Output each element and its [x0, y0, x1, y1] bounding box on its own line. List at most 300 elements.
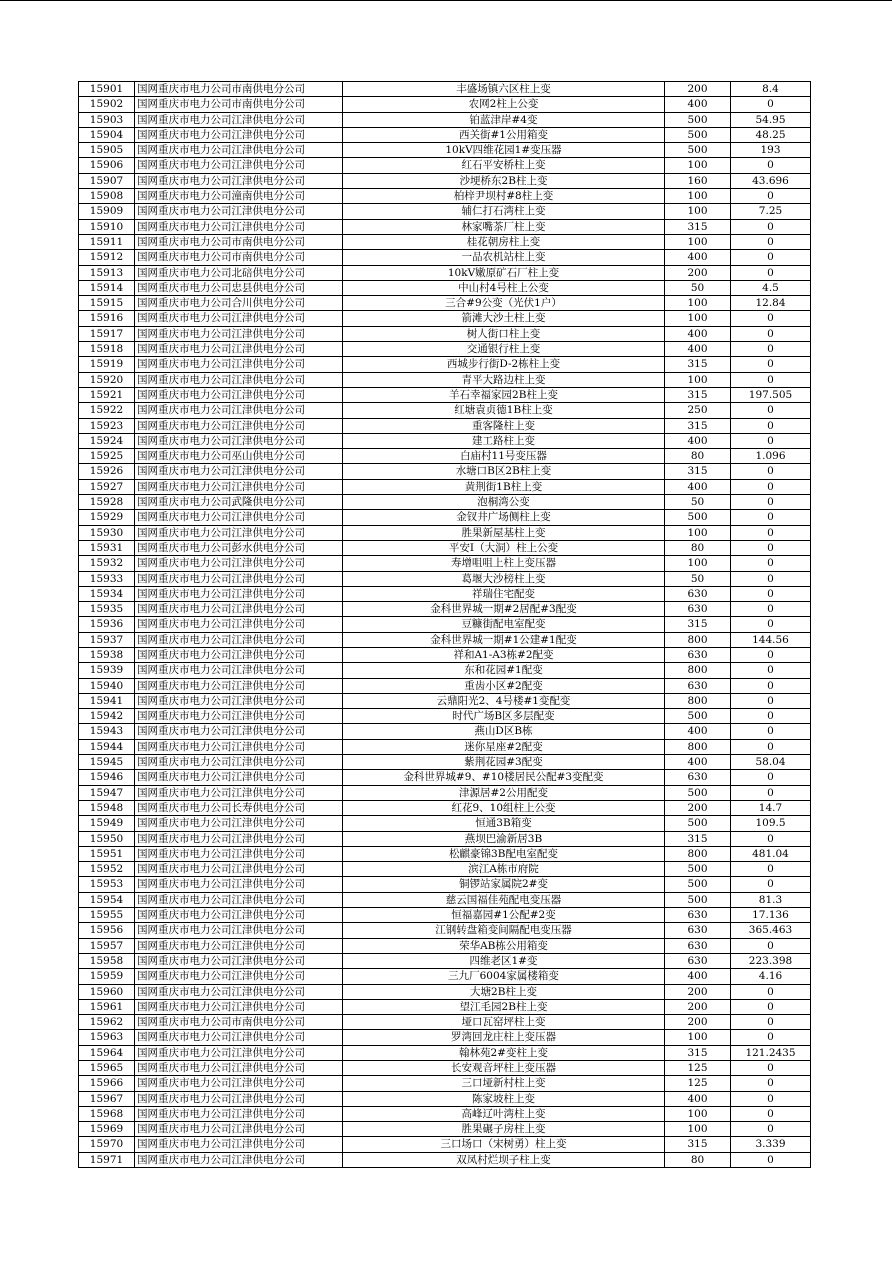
company-cell: 国网重庆市电力公司江津供电分公司: [135, 387, 343, 402]
table-row: [79, 449, 811, 464]
value-cell: 48.25: [731, 127, 811, 142]
transformer-name-cell: 西城步行街D-2栋柱上变: [343, 357, 665, 372]
company-cell: 国网重庆市电力公司江津供电分公司: [135, 342, 343, 357]
value-cell: 17.136: [731, 908, 811, 923]
value-cell: 197.505: [731, 387, 811, 402]
capacity-cell: 200: [665, 800, 731, 815]
row-number-cell: 15958: [79, 953, 135, 968]
capacity-cell: 630: [665, 770, 731, 785]
value-cell: 0: [731, 602, 811, 617]
table-row: [79, 816, 811, 831]
table-row: [79, 296, 811, 311]
table-row: [79, 969, 811, 984]
capacity-cell: 630: [665, 953, 731, 968]
row-number-cell: 15922: [79, 403, 135, 418]
company-cell: 国网重庆市电力公司江津供电分公司: [135, 693, 343, 708]
row-number-cell: 15966: [79, 1076, 135, 1091]
row-number-cell: 15940: [79, 678, 135, 693]
row-number-cell: 15929: [79, 510, 135, 525]
transformer-name-cell: 松麒豪锦3B配电室配变: [343, 846, 665, 861]
capacity-cell: 400: [665, 97, 731, 112]
table-row: [79, 908, 811, 923]
value-cell: 0: [731, 418, 811, 433]
company-cell: 国网重庆市电力公司江津供电分公司: [135, 479, 343, 494]
value-cell: 0: [731, 663, 811, 678]
company-cell: 国网重庆市电力公司江津供电分公司: [135, 1030, 343, 1045]
value-cell: 81.3: [731, 892, 811, 907]
value-cell: 3.339: [731, 1137, 811, 1152]
capacity-cell: 315: [665, 464, 731, 479]
value-cell: 0: [731, 724, 811, 739]
table-row: [79, 326, 811, 341]
value-cell: 0: [731, 770, 811, 785]
value-cell: 0: [731, 831, 811, 846]
company-cell: 国网重庆市电力公司江津供电分公司: [135, 418, 343, 433]
transformer-name-cell: 高峰辽叶湾柱上变: [343, 1106, 665, 1121]
transformer-name-cell: 一品农机站柱上变: [343, 250, 665, 265]
row-number-cell: 15939: [79, 663, 135, 678]
table-row: [79, 892, 811, 907]
capacity-cell: 500: [665, 709, 731, 724]
table-row: [79, 280, 811, 295]
capacity-cell: 500: [665, 816, 731, 831]
row-number-cell: 15967: [79, 1091, 135, 1106]
capacity-cell: 400: [665, 479, 731, 494]
table-row: [79, 938, 811, 953]
table-row: [79, 923, 811, 938]
value-cell: 8.4: [731, 82, 811, 97]
value-cell: 12.84: [731, 296, 811, 311]
row-number-cell: 15941: [79, 693, 135, 708]
transformer-name-cell: 望江毛园2B柱上变: [343, 999, 665, 1014]
company-cell: 国网重庆市电力公司江津供电分公司: [135, 464, 343, 479]
capacity-cell: 100: [665, 311, 731, 326]
company-cell: 国网重庆市电力公司江津供电分公司: [135, 969, 343, 984]
transformer-name-cell: 柏梓尹坝村#8柱上变: [343, 189, 665, 204]
transformer-name-cell: 葛堰大沙榜柱上变: [343, 571, 665, 586]
company-cell: 国网重庆市电力公司巫山供电分公司: [135, 449, 343, 464]
capacity-cell: 200: [665, 999, 731, 1014]
transformer-name-cell: 四维老区1#变: [343, 953, 665, 968]
value-cell: 1.096: [731, 449, 811, 464]
value-cell: 0: [731, 1015, 811, 1030]
table-row: [79, 1137, 811, 1152]
company-cell: 国网重庆市电力公司江津供电分公司: [135, 433, 343, 448]
row-number-cell: 15917: [79, 326, 135, 341]
capacity-cell: 500: [665, 143, 731, 158]
company-cell: 国网重庆市电力公司市南供电分公司: [135, 1015, 343, 1030]
row-number-cell: 15961: [79, 999, 135, 1014]
company-cell: 国网重庆市电力公司忠县供电分公司: [135, 280, 343, 295]
value-cell: 0: [731, 1152, 811, 1167]
transformer-name-cell: 桂花朝房柱上变: [343, 234, 665, 249]
transformer-name-cell: 三口垭新村柱上变: [343, 1076, 665, 1091]
row-number-cell: 15944: [79, 739, 135, 754]
row-number-cell: 15965: [79, 1061, 135, 1076]
transformer-name-cell: 铂蓝津岸#4变: [343, 112, 665, 127]
table-row: [79, 739, 811, 754]
table-row: [79, 510, 811, 525]
capacity-cell: 630: [665, 908, 731, 923]
transformer-name-cell: 树人街口柱上变: [343, 326, 665, 341]
table-row: [79, 846, 811, 861]
transformer-name-cell: 时代广场B区多层配变: [343, 709, 665, 724]
company-cell: 国网重庆市电力公司江津供电分公司: [135, 219, 343, 234]
value-cell: 144.56: [731, 632, 811, 647]
table-row: [79, 189, 811, 204]
transformer-name-cell: 泡桐湾公变: [343, 495, 665, 510]
transformer-name-cell: 红花9、10组柱上公变: [343, 800, 665, 815]
company-cell: 国网重庆市电力公司江津供电分公司: [135, 143, 343, 158]
table-row: [79, 403, 811, 418]
capacity-cell: 400: [665, 326, 731, 341]
capacity-cell: 500: [665, 862, 731, 877]
row-number-cell: 15908: [79, 189, 135, 204]
company-cell: 国网重庆市电力公司江津供电分公司: [135, 204, 343, 219]
transformer-name-cell: 水塘口B区2B柱上变: [343, 464, 665, 479]
capacity-cell: 630: [665, 602, 731, 617]
table-row: [79, 464, 811, 479]
value-cell: 0: [731, 1091, 811, 1106]
row-number-cell: 15918: [79, 342, 135, 357]
company-cell: 国网重庆市电力公司江津供电分公司: [135, 127, 343, 142]
table-row: [79, 1076, 811, 1091]
capacity-cell: 200: [665, 265, 731, 280]
row-number-cell: 15938: [79, 647, 135, 662]
company-cell: 国网重庆市电力公司江津供电分公司: [135, 173, 343, 188]
company-cell: 国网重庆市电力公司江津供电分公司: [135, 724, 343, 739]
value-cell: 0: [731, 372, 811, 387]
row-number-cell: 15910: [79, 219, 135, 234]
company-cell: 国网重庆市电力公司江津供电分公司: [135, 556, 343, 571]
capacity-cell: 500: [665, 127, 731, 142]
transformer-name-cell: 三口场口（宋树勇）柱上变: [343, 1137, 665, 1152]
table-row: [79, 82, 811, 97]
row-number-cell: 15907: [79, 173, 135, 188]
transformer-name-cell: 迷你星座#2配变: [343, 739, 665, 754]
value-cell: 481.04: [731, 846, 811, 861]
capacity-cell: 100: [665, 372, 731, 387]
row-number-cell: 15924: [79, 433, 135, 448]
value-cell: 0: [731, 357, 811, 372]
row-number-cell: 15920: [79, 372, 135, 387]
company-cell: 国网重庆市电力公司市南供电分公司: [135, 97, 343, 112]
table-row: [79, 525, 811, 540]
capacity-cell: 800: [665, 663, 731, 678]
transformer-name-cell: 10kV四维花园1#变压器: [343, 143, 665, 158]
value-cell: 4.16: [731, 969, 811, 984]
table-row: [79, 785, 811, 800]
capacity-cell: 400: [665, 724, 731, 739]
transformer-name-cell: 祥和A1-A3栋#2配变: [343, 647, 665, 662]
capacity-cell: 50: [665, 495, 731, 510]
capacity-cell: 800: [665, 846, 731, 861]
table-row: [79, 204, 811, 219]
capacity-cell: 100: [665, 556, 731, 571]
company-cell: 国网重庆市电力公司江津供电分公司: [135, 571, 343, 586]
table-row: [79, 1152, 811, 1167]
capacity-cell: 125: [665, 1076, 731, 1091]
row-number-cell: 15962: [79, 1015, 135, 1030]
value-cell: 0: [731, 510, 811, 525]
capacity-cell: 315: [665, 1137, 731, 1152]
table-row: [79, 1091, 811, 1106]
company-cell: 国网重庆市电力公司江津供电分公司: [135, 785, 343, 800]
transformer-name-cell: 西关街#1公用箱变: [343, 127, 665, 142]
value-cell: 0: [731, 495, 811, 510]
table-row: [79, 647, 811, 662]
transformer-name-cell: 荣华AB栋公用箱变: [343, 938, 665, 953]
capacity-cell: 100: [665, 1106, 731, 1121]
value-cell: 0: [731, 586, 811, 601]
value-cell: 0: [731, 311, 811, 326]
company-cell: 国网重庆市电力公司江津供电分公司: [135, 632, 343, 647]
company-cell: 国网重庆市电力公司江津供电分公司: [135, 1091, 343, 1106]
capacity-cell: 630: [665, 923, 731, 938]
value-cell: 0: [731, 540, 811, 555]
table-row: [79, 311, 811, 326]
value-cell: 0: [731, 525, 811, 540]
capacity-cell: 100: [665, 158, 731, 173]
capacity-cell: 630: [665, 647, 731, 662]
row-number-cell: 15901: [79, 82, 135, 97]
company-cell: 国网重庆市电力公司江津供电分公司: [135, 862, 343, 877]
table-row: [79, 540, 811, 555]
capacity-cell: 500: [665, 892, 731, 907]
transformer-name-cell: 祥瑞住宅配变: [343, 586, 665, 601]
transformer-name-cell: 燕坝巴渝新居3B: [343, 831, 665, 846]
transformer-name-cell: 青平大路边柱上变: [343, 372, 665, 387]
value-cell: 14.7: [731, 800, 811, 815]
row-number-cell: 15914: [79, 280, 135, 295]
capacity-cell: 100: [665, 1122, 731, 1137]
value-cell: 0: [731, 219, 811, 234]
company-cell: 国网重庆市电力公司市南供电分公司: [135, 234, 343, 249]
table-row: [79, 693, 811, 708]
capacity-cell: 125: [665, 1061, 731, 1076]
capacity-cell: 80: [665, 1152, 731, 1167]
value-cell: 0: [731, 342, 811, 357]
row-number-cell: 15903: [79, 112, 135, 127]
table-row: [79, 250, 811, 265]
company-cell: 国网重庆市电力公司北碚供电分公司: [135, 265, 343, 280]
table-row: [79, 663, 811, 678]
company-cell: 国网重庆市电力公司江津供电分公司: [135, 510, 343, 525]
row-number-cell: 15936: [79, 617, 135, 632]
company-cell: 国网重庆市电力公司江津供电分公司: [135, 1076, 343, 1091]
capacity-cell: 50: [665, 571, 731, 586]
transformer-name-cell: 豆糠街配电室配变: [343, 617, 665, 632]
capacity-cell: 400: [665, 969, 731, 984]
transformer-name-cell: 重齿小区#2配变: [343, 678, 665, 693]
row-number-cell: 15937: [79, 632, 135, 647]
row-number-cell: 15952: [79, 862, 135, 877]
transformer-name-cell: 翰林苑2#变柱上变: [343, 1045, 665, 1060]
company-cell: 国网重庆市电力公司江津供电分公司: [135, 908, 343, 923]
capacity-cell: 315: [665, 387, 731, 402]
company-cell: 国网重庆市电力公司江津供电分公司: [135, 938, 343, 953]
table-row: [79, 479, 811, 494]
value-cell: 0: [731, 326, 811, 341]
table-row: [79, 1045, 811, 1060]
value-cell: 0: [731, 479, 811, 494]
transformer-name-cell: 燕山D区B栋: [343, 724, 665, 739]
value-cell: 0: [731, 938, 811, 953]
row-number-cell: 15933: [79, 571, 135, 586]
row-number-cell: 15969: [79, 1122, 135, 1137]
value-cell: 0: [731, 693, 811, 708]
value-cell: 0: [731, 556, 811, 571]
value-cell: 0: [731, 862, 811, 877]
row-number-cell: 15923: [79, 418, 135, 433]
company-cell: 国网重庆市电力公司江津供电分公司: [135, 877, 343, 892]
company-cell: 国网重庆市电力公司江津供电分公司: [135, 1137, 343, 1152]
capacity-cell: 315: [665, 357, 731, 372]
capacity-cell: 800: [665, 632, 731, 647]
row-number-cell: 15925: [79, 449, 135, 464]
capacity-cell: 315: [665, 831, 731, 846]
value-cell: 43.696: [731, 173, 811, 188]
row-number-cell: 15909: [79, 204, 135, 219]
value-cell: 0: [731, 97, 811, 112]
row-number-cell: 15970: [79, 1137, 135, 1152]
transformer-name-cell: 林家嘴茶厂柱上变: [343, 219, 665, 234]
capacity-cell: 80: [665, 540, 731, 555]
table-row: [79, 724, 811, 739]
transformer-name-cell: 平安Ⅰ（大洞）柱上公变: [343, 540, 665, 555]
transformer-name-cell: 重客隆柱上变: [343, 418, 665, 433]
table-row: [79, 234, 811, 249]
company-cell: 国网重庆市电力公司江津供电分公司: [135, 602, 343, 617]
transformer-name-cell: 胜果碾子房柱上变: [343, 1122, 665, 1137]
transformer-name-cell: 红塘袁贞德1B柱上变: [343, 403, 665, 418]
row-number-cell: 15926: [79, 464, 135, 479]
value-cell: 0: [731, 1106, 811, 1121]
transformer-name-cell: 陈家坡柱上变: [343, 1091, 665, 1106]
row-number-cell: 15947: [79, 785, 135, 800]
row-number-cell: 15904: [79, 127, 135, 142]
row-number-cell: 15902: [79, 97, 135, 112]
transformer-name-cell: 辅仁打石湾柱上变: [343, 204, 665, 219]
company-cell: 国网重庆市电力公司江津供电分公司: [135, 739, 343, 754]
table-row: [79, 571, 811, 586]
capacity-cell: 630: [665, 938, 731, 953]
transformer-name-cell: 三合#9公变（光伏1户）: [343, 296, 665, 311]
capacity-cell: 200: [665, 1015, 731, 1030]
transformer-name-cell: 建工路柱上变: [343, 433, 665, 448]
row-number-cell: 15912: [79, 250, 135, 265]
value-cell: 0: [731, 189, 811, 204]
company-cell: 国网重庆市电力公司江津供电分公司: [135, 709, 343, 724]
value-cell: 0: [731, 709, 811, 724]
table-row: [79, 556, 811, 571]
table-row: [79, 617, 811, 632]
capacity-cell: 630: [665, 586, 731, 601]
table-row: [79, 433, 811, 448]
capacity-cell: 400: [665, 342, 731, 357]
company-cell: 国网重庆市电力公司江津供电分公司: [135, 403, 343, 418]
company-cell: 国网重庆市电力公司江津供电分公司: [135, 663, 343, 678]
capacity-cell: 400: [665, 1091, 731, 1106]
row-number-cell: 15951: [79, 846, 135, 861]
company-cell: 国网重庆市电力公司江津供电分公司: [135, 372, 343, 387]
table-row: [79, 158, 811, 173]
company-cell: 国网重庆市电力公司江津供电分公司: [135, 326, 343, 341]
company-cell: 国网重庆市电力公司长寿供电分公司: [135, 800, 343, 815]
capacity-cell: 400: [665, 433, 731, 448]
capacity-cell: 200: [665, 984, 731, 999]
table-row: [79, 112, 811, 127]
row-number-cell: 15948: [79, 800, 135, 815]
table-row: [79, 877, 811, 892]
value-cell: 0: [731, 647, 811, 662]
row-number-cell: 15957: [79, 938, 135, 953]
table-row: [79, 219, 811, 234]
row-number-cell: 15945: [79, 755, 135, 770]
row-number-cell: 15956: [79, 923, 135, 938]
value-cell: 0: [731, 984, 811, 999]
table-row: [79, 173, 811, 188]
transformer-name-cell: 三九厂6004家属楼箱变: [343, 969, 665, 984]
row-number-cell: 15968: [79, 1106, 135, 1121]
transformer-name-cell: 红石平安桥柱上变: [343, 158, 665, 173]
table-row: [79, 418, 811, 433]
capacity-cell: 80: [665, 449, 731, 464]
value-cell: 0: [731, 403, 811, 418]
capacity-cell: 315: [665, 1045, 731, 1060]
row-number-cell: 15955: [79, 908, 135, 923]
row-number-cell: 15946: [79, 770, 135, 785]
row-number-cell: 15915: [79, 296, 135, 311]
company-cell: 国网重庆市电力公司江津供电分公司: [135, 158, 343, 173]
row-number-cell: 15942: [79, 709, 135, 724]
value-cell: 365.463: [731, 923, 811, 938]
row-number-cell: 15932: [79, 556, 135, 571]
table-row: [79, 1106, 811, 1121]
table-row: [79, 586, 811, 601]
value-cell: 0: [731, 877, 811, 892]
table-row: [79, 862, 811, 877]
transformer-name-cell: 津源居#2公用配变: [343, 785, 665, 800]
table-row: [79, 678, 811, 693]
capacity-cell: 400: [665, 755, 731, 770]
row-number-cell: 15921: [79, 387, 135, 402]
value-cell: 0: [731, 739, 811, 754]
company-cell: 国网重庆市电力公司武隆供电分公司: [135, 495, 343, 510]
company-cell: 国网重庆市电力公司江津供电分公司: [135, 678, 343, 693]
company-cell: 国网重庆市电力公司江津供电分公司: [135, 647, 343, 662]
row-number-cell: 15928: [79, 495, 135, 510]
transformer-name-cell: 紫荆花园#3配变: [343, 755, 665, 770]
table-row: [79, 800, 811, 815]
value-cell: 7.25: [731, 204, 811, 219]
company-cell: 国网重庆市电力公司江津供电分公司: [135, 816, 343, 831]
capacity-cell: 200: [665, 82, 731, 97]
value-cell: 0: [731, 464, 811, 479]
capacity-cell: 250: [665, 403, 731, 418]
transformer-name-cell: 交通银行柱上变: [343, 342, 665, 357]
row-number-cell: 15934: [79, 586, 135, 601]
row-number-cell: 15930: [79, 525, 135, 540]
row-number-cell: 15927: [79, 479, 135, 494]
row-number-cell: 15919: [79, 357, 135, 372]
transformer-name-cell: 铜锣站家属院2#变: [343, 877, 665, 892]
value-cell: 0: [731, 1061, 811, 1076]
transformer-table: [78, 81, 811, 1168]
capacity-cell: 500: [665, 877, 731, 892]
row-number-cell: 15954: [79, 892, 135, 907]
capacity-cell: 500: [665, 785, 731, 800]
